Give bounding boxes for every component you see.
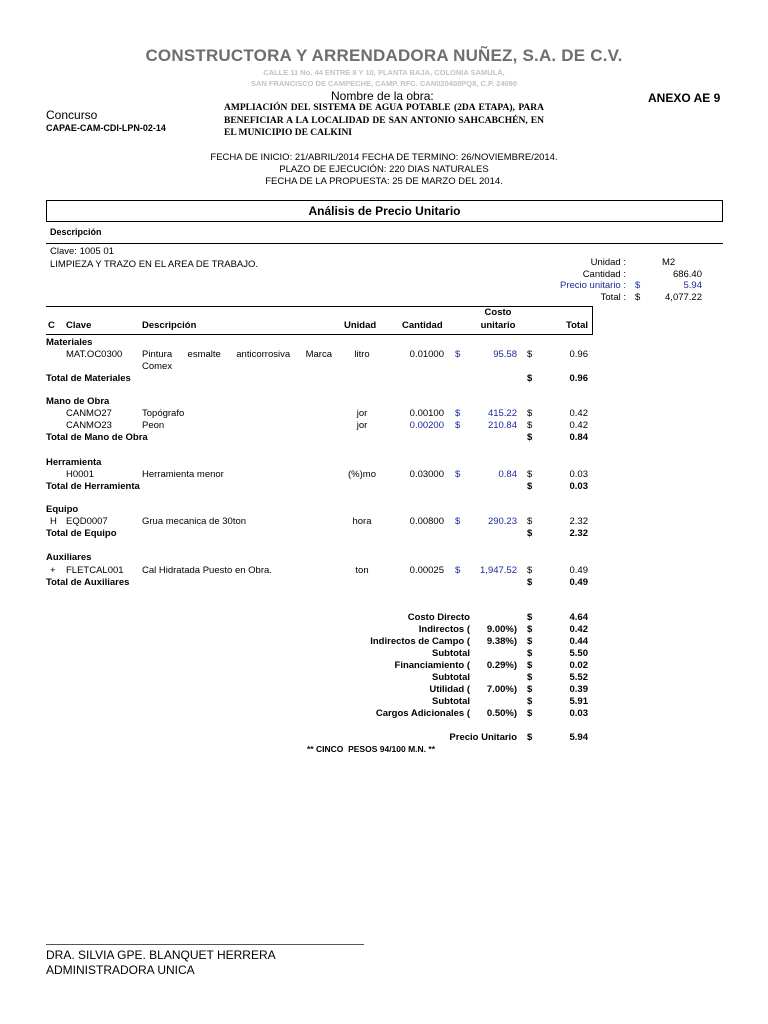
equipo-costo: 290.23 xyxy=(487,516,517,527)
rule-top xyxy=(46,200,723,201)
mano-row2-total-currency: $ xyxy=(527,420,533,431)
herramienta-desc: Herramienta menor xyxy=(142,469,224,480)
unidad-label: Unidad : xyxy=(590,257,626,268)
mano-row1-costo: 415.22 xyxy=(487,408,517,419)
auxiliares-total: 0.49 xyxy=(569,565,588,576)
summary-currency: $ xyxy=(527,708,533,719)
description-header: Descripción xyxy=(50,227,102,237)
cantidad-value: 686.40 xyxy=(672,269,702,280)
section-materiales: Materiales xyxy=(46,337,93,348)
herramienta-subtotal-currency: $ xyxy=(527,481,533,492)
equipo-desc: Grua mecanica de 30ton xyxy=(142,516,247,527)
table-header-rule-bottom xyxy=(46,334,593,335)
mano-row1-total: 0.42 xyxy=(569,408,588,419)
equipo-subtotal-label: Total de Equipo xyxy=(46,528,117,539)
materiales-unidad: litro xyxy=(354,349,370,360)
summary-label: Subtotal xyxy=(432,648,470,659)
summary-value: 5.52 xyxy=(569,672,588,683)
precio-currency: $ xyxy=(635,280,641,291)
total-currency: $ xyxy=(635,292,641,303)
equipo-cantidad: 0.00800 xyxy=(409,516,444,527)
section-mano-de-obra: Mano de Obra xyxy=(46,396,110,407)
precio-unitario-final-value: 5.94 xyxy=(569,732,588,743)
rule-mid xyxy=(46,221,723,222)
amount-in-words: ** CINCO PESOS 94/100 M.N. ** xyxy=(307,744,436,754)
signature-line xyxy=(46,944,364,945)
section-herramienta: Herramienta xyxy=(46,457,102,468)
mano-row1-total-currency: $ xyxy=(527,408,533,419)
herramienta-cantidad: 0.03000 xyxy=(409,469,444,480)
materiales-total: 0.96 xyxy=(569,349,588,360)
mano-subtotal: 0.84 xyxy=(569,432,588,443)
mano-row2-unidad: jor xyxy=(356,420,368,431)
mano-row2-desc: Peon xyxy=(142,420,165,431)
summary-value: 4.64 xyxy=(569,612,588,623)
col-unidad: Unidad xyxy=(344,320,377,331)
summary-currency: $ xyxy=(527,696,533,707)
mano-row1-cantidad: 0.00100 xyxy=(409,408,444,419)
equipo-unidad: hora xyxy=(352,516,372,527)
herramienta-clave: H0001 xyxy=(66,469,94,480)
materiales-cantidad: 0.01000 xyxy=(409,349,444,360)
summary-label: Subtotal xyxy=(432,696,470,707)
equipo-clave: EQD0007 xyxy=(66,516,108,527)
obra-name: AMPLIACIÓN DEL SISTEMA DE AGUA POTABLE (2DA ETAPA), PARA BENEFICIAR A LA LOCALIDAD DE SAN ANTONIO SAHCABCHÉN, EN EL MUNICIPIO DE CALKINI xyxy=(224,103,544,139)
mano-row2-costo-currency: $ xyxy=(455,420,461,431)
summary-currency: $ xyxy=(527,684,533,695)
materiales-subtotal-currency: $ xyxy=(527,373,533,384)
summary-label: Indirectos de Campo ( xyxy=(370,636,470,647)
summary-label: Cargos Adicionales ( xyxy=(375,708,470,719)
equipo-costo-currency: $ xyxy=(455,516,461,527)
auxiliares-mark: + xyxy=(50,565,56,576)
materiales-subtotal-label: Total de Materiales xyxy=(46,373,131,384)
signer-role: ADMINISTRADORA UNICA xyxy=(46,963,195,977)
section-equipo: Equipo xyxy=(46,504,79,515)
herramienta-costo: 0.84 xyxy=(498,469,517,480)
summary-pct: 0.50%) xyxy=(486,708,517,719)
materiales-subtotal: 0.96 xyxy=(569,373,588,384)
summary-label: Utilidad ( xyxy=(429,684,470,695)
mano-row1-clave: CANMO27 xyxy=(66,408,112,419)
mano-row2-cantidad: 0.00200 xyxy=(409,420,444,431)
auxiliares-costo-currency: $ xyxy=(455,565,461,576)
summary-currency: $ xyxy=(527,612,533,623)
dates-line2: PLAZO DE EJECUCIÓN: 220 DIAS NATURALES xyxy=(279,164,489,175)
concept-description: LIMPIEZA Y TRAZO EN EL AREA DE TRABAJO. xyxy=(50,259,259,270)
col-c: C xyxy=(48,320,55,331)
summary-pct: 0.29%) xyxy=(486,660,517,671)
concept-clave: Clave: 1005 01 xyxy=(50,246,114,257)
mano-row1-unidad: jor xyxy=(356,408,368,419)
summary-value: 5.91 xyxy=(569,696,588,707)
company-address-line1: CALLE 11 No. 44 ENTRE 8 Y 10, PLANTA BAJA, COLONIA SAMULÁ, xyxy=(263,68,505,77)
equipo-subtotal-currency: $ xyxy=(527,528,533,539)
materiales-costo-currency: $ xyxy=(455,349,461,360)
summary-value: 0.44 xyxy=(569,636,588,647)
summary-pct: 7.00%) xyxy=(486,684,517,695)
herramienta-subtotal: 0.03 xyxy=(569,481,588,492)
herramienta-total-currency: $ xyxy=(527,469,533,480)
auxiliares-clave: FLETCAL001 xyxy=(66,565,124,576)
total-label: Total : xyxy=(600,292,626,303)
materiales-total-currency: $ xyxy=(527,349,533,360)
col-costo-2: unitario xyxy=(480,320,516,331)
summary-value: 5.50 xyxy=(569,648,588,659)
mano-subtotal-label: Total de Mano de Obra xyxy=(46,432,148,443)
summary-currency: $ xyxy=(527,636,533,647)
precio-unitario-final-currency: $ xyxy=(527,732,533,743)
company-address-line2: SAN FRANCISCO DE CAMPECHE, CAMP. RFC. CAN020408PQ8, C.P. 24090 xyxy=(250,79,518,88)
materiales-desc-line1: Pintura esmalte anticorrosiva Marca xyxy=(142,349,332,360)
section-auxiliares: Auxiliares xyxy=(46,552,92,563)
col-total: Total xyxy=(566,320,588,331)
summary-pct: 9.00%) xyxy=(486,624,517,635)
col-clave: Clave xyxy=(66,320,92,331)
summary-value: 0.03 xyxy=(569,708,588,719)
dates-line3: FECHA DE LA PROPUESTA: 25 DE MARZO DEL 2014. xyxy=(265,176,503,187)
mano-row2-total: 0.42 xyxy=(569,420,588,431)
cantidad-label: Cantidad : xyxy=(582,269,626,280)
summary-currency: $ xyxy=(527,660,533,671)
analysis-title: Análisis de Precio Unitario xyxy=(308,204,461,218)
equipo-total: 2.32 xyxy=(569,516,588,527)
rule-desc xyxy=(46,243,723,244)
materiales-desc-line2: Comex xyxy=(142,361,173,372)
auxiliares-costo: 1,947.52 xyxy=(480,565,517,576)
mano-row2-clave: CANMO23 xyxy=(66,420,112,431)
mano-subtotal-currency: $ xyxy=(527,432,533,443)
mano-row1-costo-currency: $ xyxy=(455,408,461,419)
auxiliares-subtotal-label: Total de Auxiliares xyxy=(46,577,130,588)
concurso-label: Concurso xyxy=(46,108,98,122)
summary-label: Subtotal xyxy=(432,672,470,683)
summary-pct: 9.38%) xyxy=(486,636,517,647)
precio-unitario-final-label: Precio Unitario xyxy=(449,732,517,743)
mano-row1-desc: Topógrafo xyxy=(142,408,185,419)
summary-value: 0.39 xyxy=(569,684,588,695)
summary-currency: $ xyxy=(527,672,533,683)
materiales-clave: MAT.OC0300 xyxy=(66,349,123,360)
table-header-rule-right xyxy=(592,306,593,335)
col-cantidad: Cantidad xyxy=(402,320,443,331)
concurso-code: CAPAE-CAM-CDI-LPN-02-14 xyxy=(46,123,166,133)
materiales-costo: 95.58 xyxy=(493,349,517,360)
herramienta-unidad: (%)mo xyxy=(348,469,376,480)
equipo-subtotal: 2.32 xyxy=(569,528,588,539)
equipo-mark: H xyxy=(50,516,57,527)
summary-label: Costo Directo xyxy=(407,612,470,623)
anexo-label: ANEXO AE 9 xyxy=(648,91,721,105)
obra-label: Nombre de la obra: xyxy=(331,89,434,103)
auxiliares-desc: Cal Hidratada Puesto en Obra. xyxy=(142,565,272,576)
summary-value: 0.42 xyxy=(569,624,588,635)
mano-row2-costo: 210.84 xyxy=(487,420,517,431)
auxiliares-total-currency: $ xyxy=(527,565,533,576)
precio-unitario-value: 5.94 xyxy=(683,280,702,291)
col-costo-1: Costo xyxy=(484,307,512,318)
summary-label: Indirectos ( xyxy=(418,624,470,635)
auxiliares-cantidad: 0.00025 xyxy=(409,565,444,576)
precio-unitario-label: Precio unitario : xyxy=(559,280,626,291)
summary-currency: $ xyxy=(527,624,533,635)
dates-line1: FECHA DE INICIO: 21/ABRIL/2014 FECHA DE TERMINO: 26/NOVIEMBRE/2014. xyxy=(210,152,558,163)
company-name: CONSTRUCTORA Y ARRENDADORA NUÑEZ, S.A. DE C.V. xyxy=(145,46,623,65)
equipo-total-currency: $ xyxy=(527,516,533,527)
auxiliares-subtotal: 0.49 xyxy=(569,577,588,588)
summary-currency: $ xyxy=(527,648,533,659)
auxiliares-subtotal-currency: $ xyxy=(527,577,533,588)
summary-label: Financiamiento ( xyxy=(394,660,470,671)
summary-value: 0.02 xyxy=(569,660,588,671)
auxiliares-unidad: ton xyxy=(355,565,369,576)
herramienta-subtotal-label: Total de Herramienta xyxy=(46,481,140,492)
herramienta-costo-currency: $ xyxy=(455,469,461,480)
unidad-value: M2 xyxy=(662,257,676,268)
total-value: 4,077.22 xyxy=(665,292,702,303)
herramienta-total: 0.03 xyxy=(569,469,588,480)
col-descripcion: Descripción xyxy=(142,320,197,331)
signer-name: DRA. SILVIA GPE. BLANQUET HERRERA xyxy=(46,948,276,962)
